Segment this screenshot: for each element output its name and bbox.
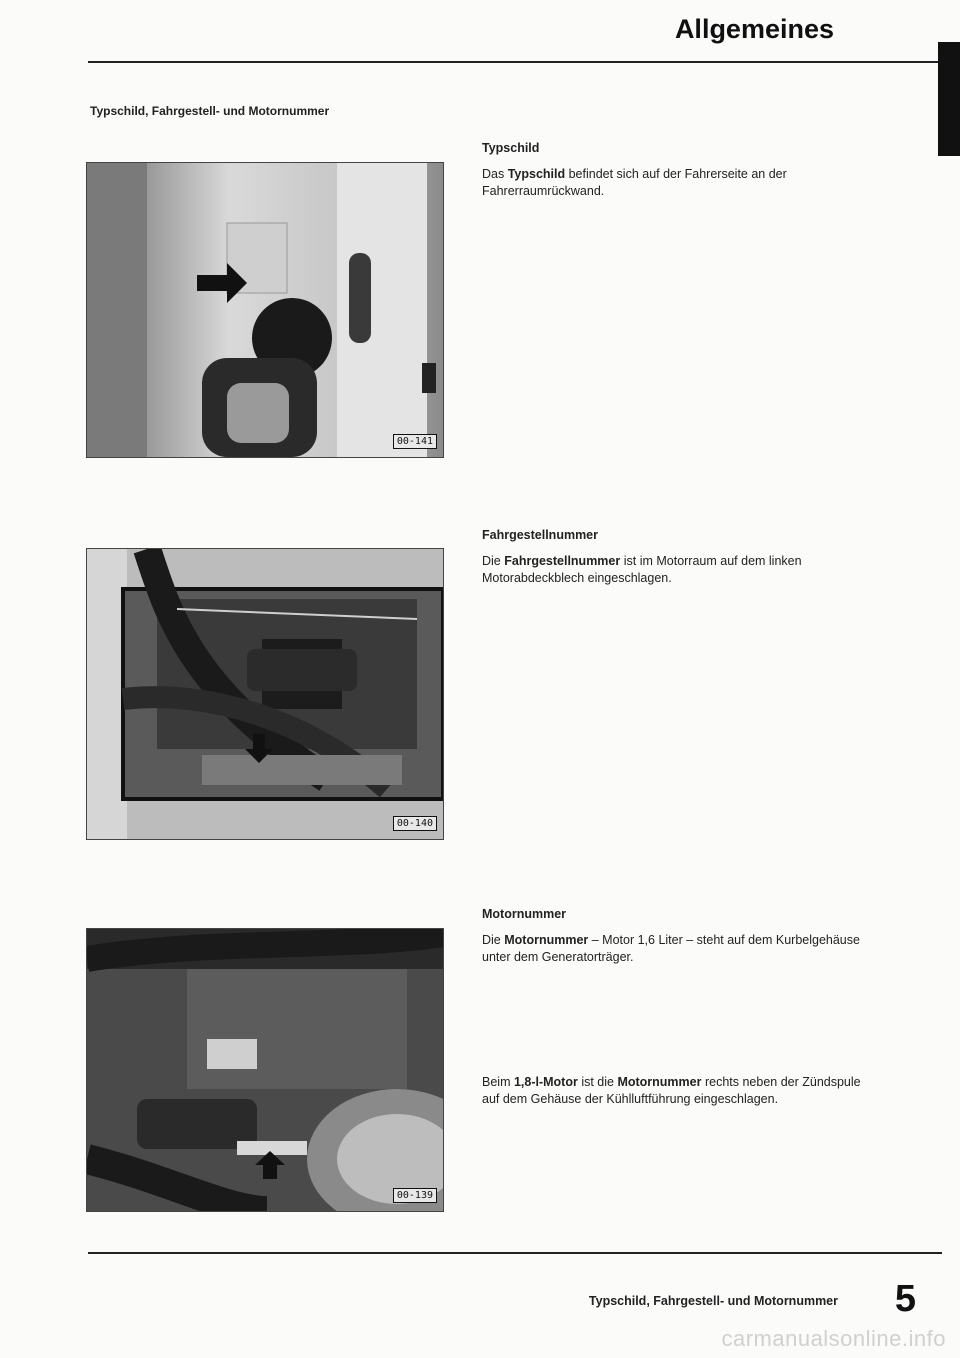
motornummer-text: Die Motornummer – Motor 1,6 Liter – steht auf dem Kurbelgehäuse unter dem Generatorträger. [482, 933, 860, 964]
photo-id-label: 00-140 [393, 816, 437, 831]
motornummer-block [482, 906, 862, 966]
top-rule [88, 61, 942, 63]
typschild-text: Das Typschild befindet sich auf der Fahrerseite an der Fahrerraumrückwand. [482, 167, 787, 198]
fahrgestellnummer-text: Die Fahrgestellnummer ist im Motorraum auf dem linken Motorabdeckblech eingeschlagen. [482, 554, 802, 585]
edge-thumb-tab [938, 42, 960, 156]
watermark-text: carmanualsonline.info [721, 1326, 946, 1351]
typschild-heading: Typschild [482, 141, 540, 155]
photo-motornummer [86, 928, 444, 1212]
fahrgestellnummer-block [482, 527, 862, 587]
fahrgestellnummer-heading: Fahrgestellnummer [482, 528, 599, 542]
motornummer-heading: Motornummer [482, 907, 567, 921]
photo-typschild-image [87, 163, 443, 457]
photo-motornummer-image [87, 929, 443, 1211]
photo-typschild [86, 162, 444, 458]
footer-title: Typschild, Fahrgestell- und Motornummer [588, 1294, 838, 1308]
page-number: 5 [894, 1278, 916, 1320]
page-title: Allgemeines [674, 14, 834, 44]
motor-18-text: Beim 1,8-l-Motor ist die Motornummer rechts neben der Zündspule auf dem Gehäuse der Kühlluftführung eingeschlagen. [482, 1075, 861, 1106]
section-title: Typschild, Fahrgestell- und Motornummer [90, 104, 330, 118]
motor-18-block [482, 1074, 862, 1108]
photo-fahrgestellnummer [86, 548, 444, 840]
photo-id-label: 00-141 [393, 434, 437, 449]
photo-fahrgestellnummer-image [87, 549, 443, 839]
photo-id-label: 00-139 [393, 1188, 437, 1203]
typschild-block [482, 140, 862, 200]
bottom-rule [88, 1252, 942, 1254]
